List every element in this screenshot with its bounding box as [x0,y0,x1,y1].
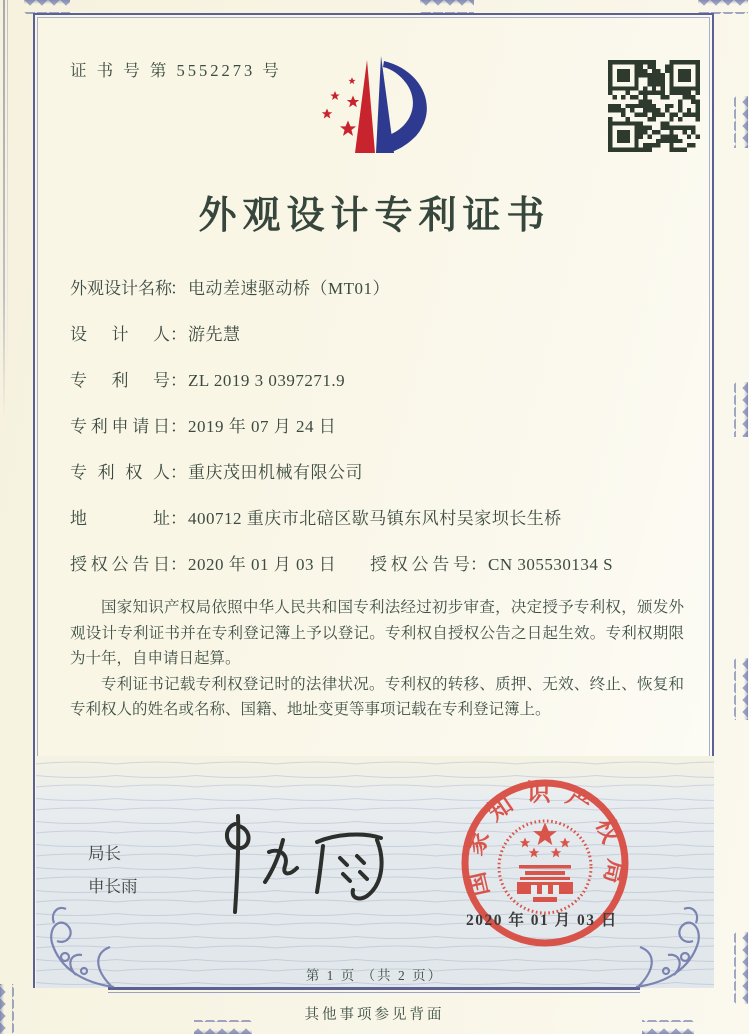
legal-text [70,595,684,723]
back-side-note: 其他事项参见背面 [304,1007,445,1023]
grant-number-value: CN 305530134 S [488,555,614,574]
field-grant-number: 授权公告号：CN 305530134 S [370,542,613,588]
field-label: 设计人 [70,325,170,344]
commissioner-signature [205,812,405,917]
legal-paragraph-2: 专利证书记载专利权登记时的法律状况。专利权的转移、质押、无效、终止、恢复和专利权人的姓名或名称、国籍、地址变更等事项记载在专利登记簿上。 [70,675,684,718]
lace-trim-top-left [24,0,70,14]
field-label: 地址 [70,509,170,528]
page-number: 第 1 页 （共 2 页） [305,968,444,983]
seal-date: 2020 年 01 月 03 日 [466,912,618,929]
field-patent-number: 专利号：ZL 2019 3 0397271.9 [70,358,690,404]
signer-name: 申长雨 [88,878,138,896]
field-filing-date: 专利申请日：2019 年 07 月 24 日 [70,404,690,450]
lace-trim-right-3 [734,658,748,720]
qr-code [608,60,700,152]
field-label: 外观设计名称 [70,279,172,298]
field-address: 地址：400712 重庆市北碚区歇马镇东风村吴家坝长生桥 [70,496,690,542]
bottom-rule [108,987,640,990]
legal-paragraph-1: 国家知识产权局依照中华人民共和国专利法经过初步审查，决定授予专利权，颁发外观设计专利证书并在专利登记簿上予以登记。专利权自授权公告之日起生效。专利权期限为十年，自申请日起算。 [70,599,684,667]
flourish-ornament-left [36,895,120,991]
cnipa-logo-icon [318,56,448,158]
certificate-fields [70,266,690,588]
field-designer: 设计人：游先慧 [70,312,690,358]
flourish-ornament-right [630,895,714,991]
field-grant-row: 授权公告日：2020 年 01 月 03 日 授权公告号：CN 305530134 S [70,542,690,588]
field-value: 2019 年 07 月 24 日 [188,417,337,436]
certificate-number: 证 书 号 第 5552273 号 [70,61,282,80]
bottom-rule-thin [108,992,640,993]
signer-title: 局长 [88,845,121,863]
lace-trim-right-1 [734,96,748,148]
seal-text: 国家知识产权局 [460,780,630,899]
field-value: 电动差速驱动桥（MT01） [188,279,390,298]
certificate-title: 外观设计专利证书 [198,195,551,237]
grant-date-label: 授权公告日 [70,555,170,574]
field-value: 重庆茂田机械有限公司 [188,463,363,482]
field-value: 游先慧 [188,325,241,344]
field-label: 专利申请日 [70,417,170,436]
grant-number-label: 授权公告号 [370,555,470,574]
field-label: 专利权人 [70,463,170,482]
grant-date-value: 2020 年 01 月 03 日 [188,555,337,574]
lace-trim-top-right [698,0,748,14]
field-patentee: 专利权人：重庆茂田机械有限公司 [70,450,690,496]
field-label: 专利号 [70,371,170,390]
lace-trim-right-2 [734,382,748,437]
field-design-name: 外观设计名称：电动差速驱动桥（MT01） [70,266,690,312]
field-value: ZL 2019 3 0397271.9 [188,371,346,390]
lace-trim-top-center [420,0,474,14]
field-value: 400712 重庆市北碚区歇马镇东风村吴家坝长生桥 [188,509,562,528]
